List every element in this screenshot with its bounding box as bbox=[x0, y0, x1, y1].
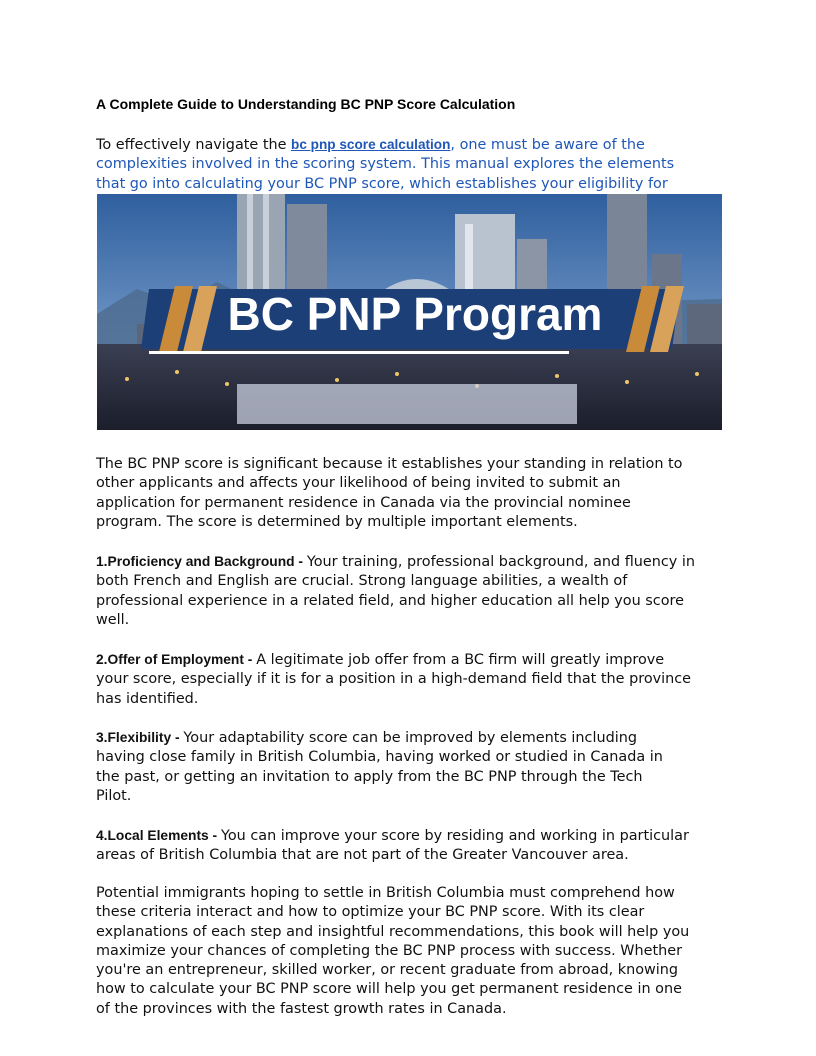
section-flexibility bbox=[96, 728, 716, 806]
section-line: your score, especially if it is for a position in a high-demand field that the province bbox=[96, 671, 692, 688]
section-line: the past, or getting an invitation to apply from the BC PNP through the Tech bbox=[96, 768, 643, 785]
p1-line: program. The score is determined by multiple important elements. bbox=[96, 513, 578, 530]
page-title: A Complete Guide to Understanding BC PNP Score Calculation bbox=[96, 96, 516, 112]
intro-line-1 bbox=[96, 135, 716, 155]
p2-line: Potential immigrants hoping to settle in British Columbia must comprehend how bbox=[96, 885, 675, 901]
section-employment bbox=[96, 650, 716, 709]
p2-line: maximize your chances of completing the BC PNP process with success. Whether bbox=[96, 942, 683, 959]
section-text: Your adaptability score can be improved by elements including bbox=[183, 730, 637, 746]
intro-paragraph bbox=[96, 135, 716, 197]
intro-line-3: that go into calculating your BC PNP score, which establishes your eligibility for bbox=[96, 175, 668, 192]
intro-line-1-rest: , one must be aware of the bbox=[450, 137, 645, 153]
p2-line: of the provinces with the fastest growth rates in Canada. bbox=[96, 1000, 507, 1017]
p2-line: explanations of each step and insightful recommendations, this book will help you bbox=[96, 923, 690, 940]
building-front bbox=[237, 384, 577, 424]
p2-line: you're an entrepreneur, skilled worker, or recent graduate from abroad, knowing bbox=[96, 962, 679, 979]
p2-line: these criteria interact and how to optimize your BC PNP score. With its clear bbox=[96, 904, 645, 921]
section-line: Pilot. bbox=[96, 787, 132, 804]
p1-line: application for permanent residence in Canada via the provincial nominee bbox=[96, 494, 631, 511]
p1-line: The BC PNP score is significant because it establishes your standing in relation to bbox=[96, 456, 683, 472]
section-proficiency bbox=[96, 552, 716, 630]
score-calculation-link[interactable]: bc pnp score calculation bbox=[291, 137, 451, 152]
p2-line: how to calculate your BC PNP score will help you get permanent residence in one bbox=[96, 981, 682, 998]
p1-line: other applicants and affects your likelihood of being invited to submit an bbox=[96, 475, 621, 492]
section-text: A legitimate job offer from a BC firm will greatly improve bbox=[256, 652, 665, 668]
section-heading: 4.Local Elements - bbox=[96, 828, 221, 843]
section-line: has identified. bbox=[96, 690, 199, 707]
section-heading: 1.Proficiency and Background - bbox=[96, 554, 307, 569]
section-text: You can improve your score by residing and working in particular bbox=[220, 828, 689, 844]
section-line: both French and English are crucial. Strong language abilities, a wealth of bbox=[96, 573, 628, 590]
intro-lead: To effectively navigate the bbox=[96, 137, 292, 153]
section-line: areas of British Columbia that are not part of the Greater Vancouver area. bbox=[96, 847, 629, 864]
section-first-line bbox=[96, 552, 716, 572]
section-heading: 2.Offer of Employment - bbox=[96, 652, 257, 667]
section-line: having close family in British Columbia, having worked or studied in Canada in bbox=[96, 749, 663, 766]
significance-paragraph bbox=[96, 455, 716, 532]
section-first-line bbox=[96, 826, 716, 846]
section-first-line bbox=[96, 728, 716, 748]
section-local-elements bbox=[96, 826, 716, 866]
section-text: Your training, professional background, and fluency in bbox=[306, 554, 695, 570]
section-heading: 3.Flexibility - bbox=[96, 730, 184, 745]
closing-paragraph bbox=[96, 884, 716, 1019]
section-line: well. bbox=[96, 611, 130, 628]
section-line: professional experience in a related field, and higher education all help you score bbox=[96, 592, 684, 609]
banner-title: BC PNP Program bbox=[227, 288, 603, 340]
section-first-line bbox=[96, 650, 716, 670]
intro-line-2: complexities involved in the scoring system. This manual explores the elements bbox=[96, 156, 675, 173]
bc-pnp-banner-image bbox=[97, 194, 722, 430]
